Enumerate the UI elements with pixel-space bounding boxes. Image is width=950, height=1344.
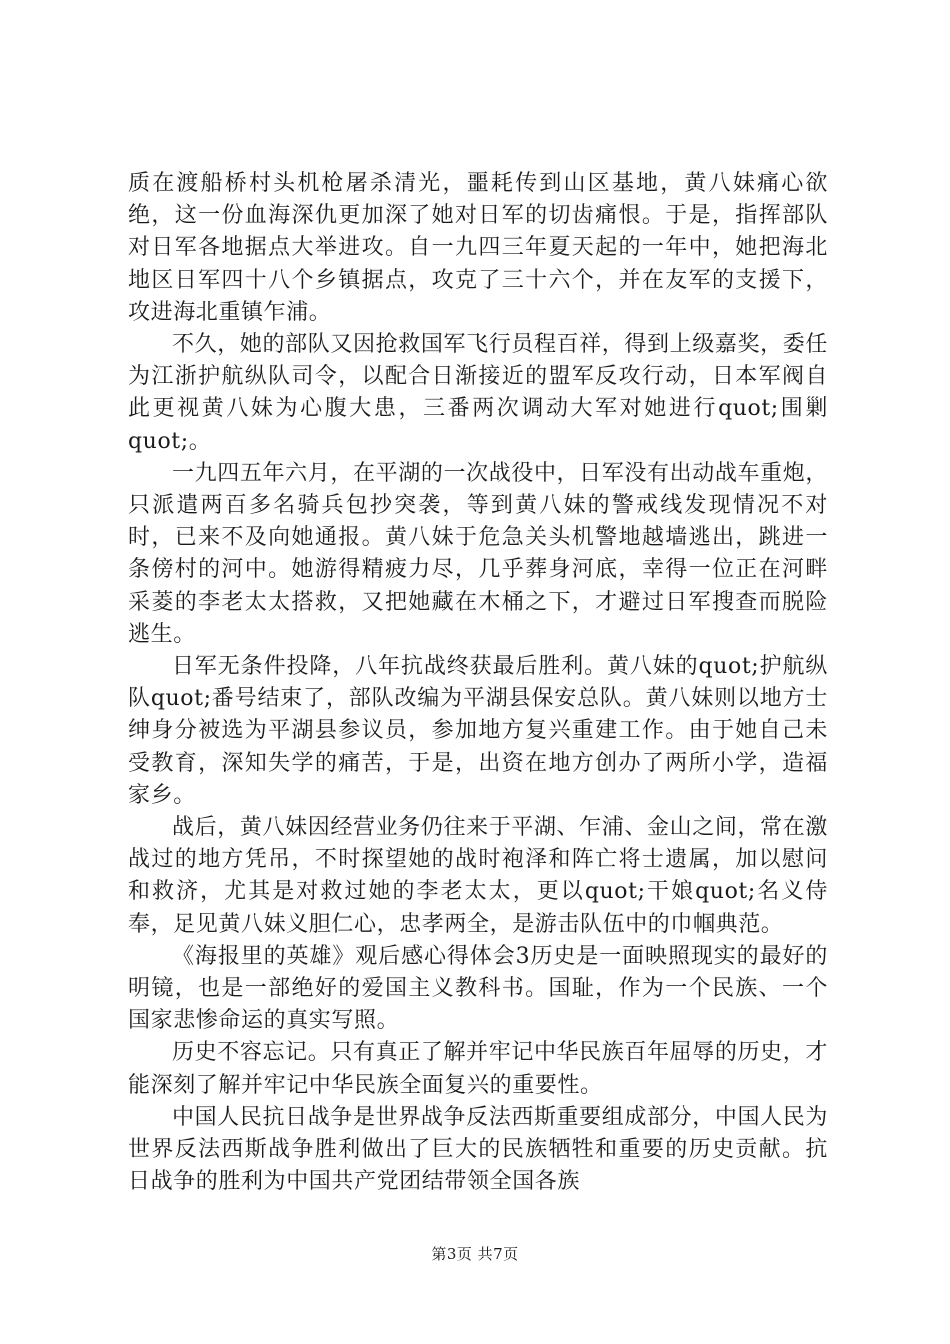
document-body bbox=[128, 168, 828, 1199]
paragraph-8: 中国人民抗日战争是世界战争反法西斯重要组成部分，中国人民为世界反法西斯战争胜利做出了巨大的民族牺牲和重要的历史贡献。抗日战争的胜利为中国共产党团结带领全国各族 bbox=[128, 1104, 828, 1195]
paragraph-4: 日军无条件投降，八年抗战终获最后胜利。黄八妹的quot;护航纵队quot;番号结束了，部队改编为平湖县保安总队。黄八妹则以地方士绅身分被选为平湖县参议员，参加地方复兴重建工作。由于她自己未受教育，深知失学的痛苦，于是，出资在地方创办了两所小学，造福家乡。 bbox=[128, 654, 828, 808]
page-footer: 第3页 共7页 bbox=[431, 1245, 519, 1263]
paragraph-3: 一九四五年六月，在平湖的一次战役中，日军没有出动战车重炮，只派遣两百多名骑兵包抄突袭，等到黄八妹的警戒线发现情况不对时，已来不及向她通报。黄八妹于危急关头机警地越墙逃出，跳进一条傍村的河中。她游得精疲力尽，几乎葬身河底，幸得一位正在河畔采菱的李老太太搭救，又把她藏在木桶之下，才避过日军搜查而脱险逃生。 bbox=[128, 460, 828, 647]
paragraph-7: 历史不容忘记。只有真正了解并牢记中华民族百年屈辱的历史，才能深刻了解并牢记中华民族全面复兴的重要性。 bbox=[128, 1040, 828, 1098]
paragraph-6: 《海报里的英雄》观后感心得体会3历史是一面映照现实的最好的明镜，也是一部绝好的爱国主义教科书。国耻，作为一个民族、一个国家悲惨命运的真实写照。 bbox=[128, 943, 828, 1034]
paragraph-2: 不久，她的部队又因抢救国军飞行员程百祥，得到上级嘉奖，委任为江浙护航纵队司令，以配合日渐接近的盟军反攻行动，日本军阀自此更视黄八妹为心腹大患，三番两次调动大军对她进行quot;围剿quot;。 bbox=[128, 332, 828, 454]
paragraph-5: 战后，黄八妹因经营业务仍往来于平湖、乍浦、金山之间，常在激战过的地方凭吊，不时探望她的战时袍泽和阵亡将士遗属，加以慰问和救济，尤其是对救过她的李老太太，更以quot;干娘quot;名义侍奉，足见黄八妹义胆仁心，忠孝两全，是游击队伍中的巾帼典范。 bbox=[128, 815, 828, 937]
paragraph-1: 质在渡船桥村头机枪屠杀清光，噩耗传到山区基地，黄八妹痛心欲绝，这一份血海深仇更加深了她对日军的切齿痛恨。于是，指挥部队对日军各地据点大举进攻。自一九四三年夏天起的一年中，她把海北地区日军四十八个乡镇据点，攻克了三十六个，并在友军的支援下，攻进海北重镇乍浦。 bbox=[128, 171, 828, 325]
